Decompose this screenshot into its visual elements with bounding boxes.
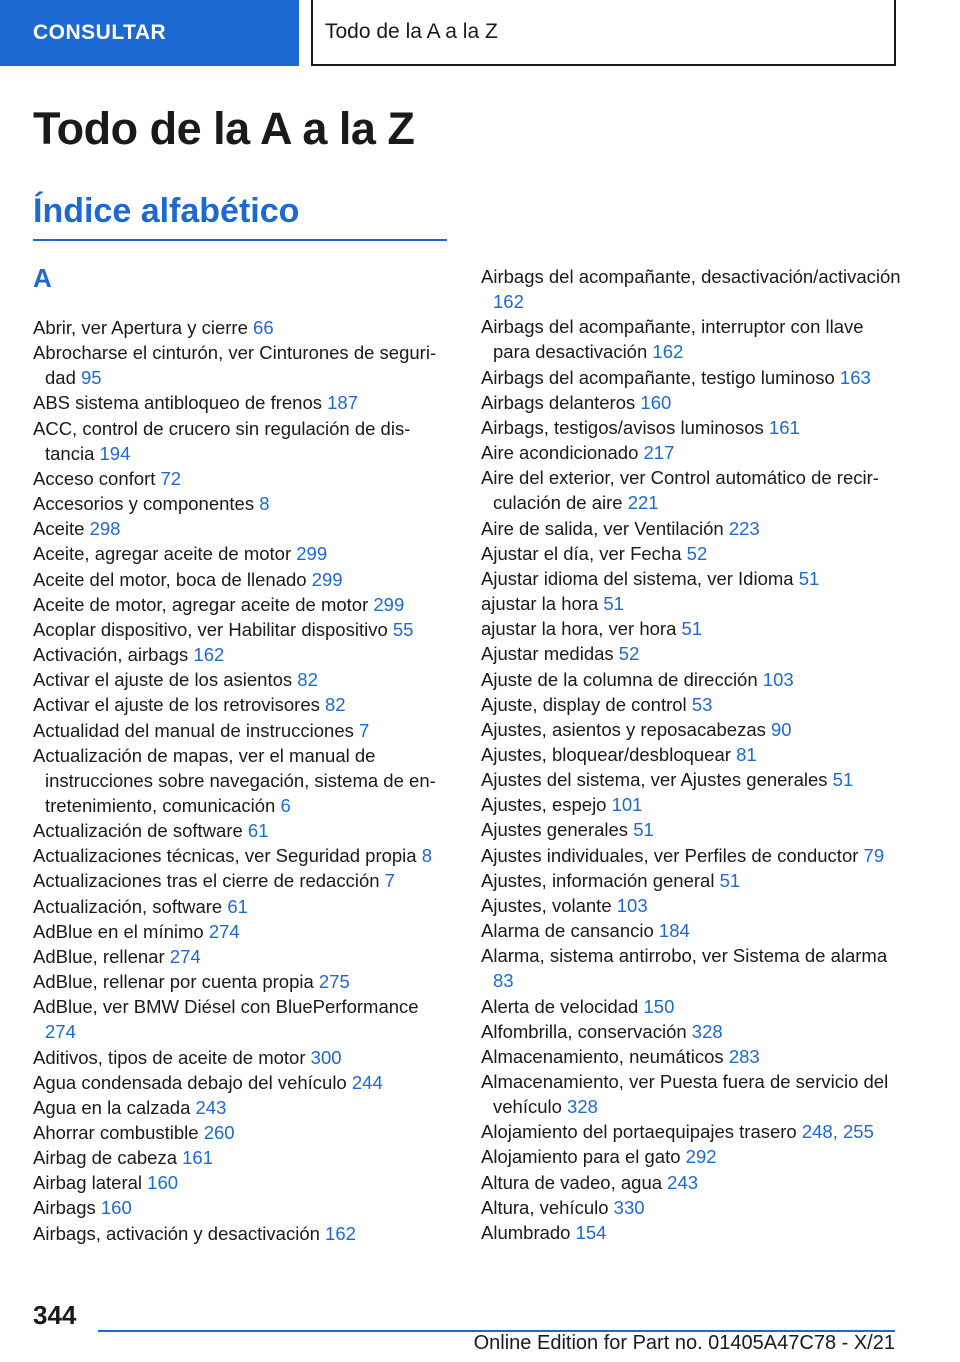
index-entry-page-link[interactable]: 51 (603, 593, 624, 615)
index-entry-text: Airbags, activación y desactivación (33, 1222, 326, 1244)
index-entry (481, 591, 901, 616)
index-entry-page-link[interactable]: 154 (575, 1221, 607, 1243)
index-entry-page-link[interactable]: 51 (681, 618, 703, 640)
index-entry-text: Altura, vehículo (481, 1196, 614, 1218)
index-entry (33, 818, 453, 843)
index-entry (33, 894, 453, 919)
index-entry (481, 1044, 901, 1069)
index-entry-page-link[interactable]: 274 (169, 945, 201, 967)
index-entry-page-link[interactable]: 160 (147, 1172, 179, 1194)
index-entry-text: Aire de salida, ver Ventilación (481, 517, 729, 539)
index-entry (33, 692, 453, 717)
index-entry (33, 944, 453, 969)
index-entry (481, 817, 901, 842)
index-entry-page-link[interactable]: 82 (297, 669, 318, 691)
index-entry (33, 315, 453, 340)
index-entry (33, 1120, 453, 1145)
index-entry-text: ACC, control de crucero sin regulación de distancia (33, 417, 411, 464)
index-entry-page-link[interactable]: 8 (421, 845, 433, 867)
index-entry-text: Acceso confort (33, 467, 161, 489)
index-entry (481, 767, 901, 792)
index-entry-page-link[interactable]: 260 (203, 1122, 235, 1143)
index-entry (481, 616, 901, 641)
index-entry-text: Acoplar dispositivo, ver Habilitar dispositivo (33, 618, 393, 640)
index-entry (481, 641, 901, 666)
index-entry-page-link[interactable]: 274 (45, 1021, 76, 1043)
index-entry-page-link[interactable]: 184 (658, 920, 690, 942)
index-entry-text: Ajustes individuales, ver Perfiles de conductor (481, 844, 864, 866)
index-entry-page-link[interactable]: 330 (613, 1196, 645, 1218)
index-entry-page-link[interactable]: 194 (99, 442, 131, 464)
index-entry (481, 1220, 901, 1245)
index-entry-page-link[interactable]: 66 (253, 317, 274, 338)
index-entry-page-link[interactable]: 299 (311, 568, 343, 590)
index-entry-page-link[interactable]: 162 (325, 1222, 356, 1244)
index-entry-page-link[interactable]: 103 (762, 668, 794, 690)
index-entry (33, 969, 453, 994)
index-entry (33, 1095, 453, 1120)
index-entry-page-link[interactable]: 95 (81, 367, 102, 389)
index-entry (33, 642, 453, 667)
index-entry-text: Aceite de motor, agregar aceite de motor (33, 593, 374, 615)
index-entry (481, 1170, 901, 1195)
index-entry (33, 718, 453, 743)
index-entry-page-link[interactable]: 7 (359, 719, 370, 741)
index-entry-page-link[interactable]: 244 (351, 1071, 383, 1093)
index-entry-text: Aire del exterior, ver Control automático de recirculación de aire (481, 467, 879, 514)
index-entry-text: Alumbrado (481, 1221, 576, 1243)
chapter-tab[interactable] (0, 0, 299, 66)
index-entry-page-link[interactable]: 103 (616, 894, 648, 916)
index-entry-page-link[interactable]: 243 (195, 1096, 227, 1118)
index-entry (481, 742, 901, 767)
index-entry-text: Alerta de velocidad (481, 995, 644, 1017)
index-entry-page-link[interactable]: 72 (160, 467, 182, 489)
index-entry-text: Altura de vadeo, agua (481, 1171, 668, 1193)
index-entry-text: Actualización de software (33, 820, 248, 842)
index-entry (33, 491, 453, 516)
index-entry-page-link[interactable]: 283 (728, 1045, 760, 1067)
index-entry-page-link[interactable]: 328 (567, 1096, 598, 1118)
index-entry (481, 692, 901, 717)
index-entry-text: Ahorrar combustible (33, 1122, 204, 1143)
index-entry (481, 415, 901, 440)
index-entry (481, 566, 901, 591)
index-entry (33, 919, 453, 944)
index-entry (33, 667, 453, 692)
index-entry-text: Ajustar idioma del sistema, ver Idioma (481, 567, 799, 589)
index-entry (33, 516, 453, 541)
index-entry-text: Airbag lateral (33, 1172, 148, 1194)
index-entry-page-link[interactable]: 243 (667, 1171, 699, 1193)
index-entry (481, 365, 901, 390)
index-entry (481, 264, 901, 314)
index-column-right (481, 264, 901, 1245)
index-entry-page-link[interactable]: 81 (736, 743, 757, 765)
index-entry-text: Activación, airbags (33, 644, 194, 666)
index-entry-page-link[interactable]: 160 (100, 1197, 132, 1219)
index-entry (481, 440, 901, 465)
index-entry (33, 1070, 453, 1095)
index-entry (481, 868, 901, 893)
index-entry-text: Ajuste, display de control (481, 693, 692, 715)
index-entry-text: Airbags, testigos/avisos luminosos (481, 416, 769, 438)
index-entry (481, 1195, 901, 1220)
index-entry-text: Ajustar el día, ver Fecha (481, 542, 687, 564)
index-entry (33, 617, 453, 642)
index-entry-text: Actualizaciones técnicas, ver Seguridad propia (33, 845, 422, 867)
index-entry (481, 465, 901, 515)
index-entry-text: Aceite (33, 518, 90, 540)
index-entry-page-link[interactable]: 61 (227, 895, 248, 917)
index-entry-text: Ajustes, información general (481, 869, 720, 891)
index-entry-text: Accesorios y componentes (33, 493, 260, 515)
index-entry (481, 1144, 901, 1169)
footer-edition-text: Online Edition for Part no. 01405A47C78 - X/21 (473, 1332, 895, 1354)
index-entry-page-link[interactable]: 79 (863, 844, 885, 866)
index-entry-page-link[interactable]: 221 (627, 492, 659, 514)
index-entry-page-link[interactable]: 275 (318, 971, 350, 993)
index-entry-text: Alarma, sistema antirrobo, ver Sistema de alarma (481, 945, 888, 967)
index-entry-text: Actualizaciones tras el cierre de redacción (33, 870, 385, 892)
index-entry-page-link[interactable]: 61 (247, 820, 269, 842)
index-entry (481, 1069, 901, 1119)
index-entry-page-link[interactable]: 150 (643, 995, 675, 1017)
index-entry-text: Ajustar medidas (481, 643, 619, 665)
index-entry-text: Aire acondicionado (481, 442, 644, 464)
index-entry-text: Almacenamiento, neumáticos (481, 1045, 729, 1067)
index-entry-page-link[interactable]: 300 (310, 1046, 342, 1068)
index-entry-text: Airbags del acompañante, desactivación/activación (481, 266, 901, 287)
index-entry-page-link[interactable]: 52 (686, 542, 708, 564)
index-entry (481, 541, 901, 566)
index-column-left (33, 315, 453, 1246)
index-entry (481, 1119, 901, 1144)
section-tab[interactable] (311, 0, 896, 66)
index-entry-page-link[interactable]: 53 (691, 693, 713, 715)
index-entry (33, 868, 453, 893)
index-entry (33, 843, 453, 868)
index-entry (481, 1019, 901, 1044)
index-entry (33, 1170, 453, 1195)
index-entry-page-link[interactable]: 6 (280, 794, 291, 816)
index-entry (481, 994, 901, 1019)
index-entry-text: Airbags del acompañante, testigo luminoso (481, 366, 840, 388)
section-title: Índice alfabético (33, 192, 300, 230)
index-entry (481, 943, 901, 993)
index-entry-page-link[interactable]: 274 (208, 920, 240, 942)
index-entry-page-link[interactable]: 7 (384, 870, 395, 892)
index-letter-heading: A (33, 263, 52, 293)
index-entry (481, 717, 901, 742)
index-entry-text: ajustar la hora (481, 593, 604, 615)
index-entry (481, 792, 901, 817)
index-entry-text: Aceite del motor, boca de llenado (33, 568, 312, 590)
index-entry-page-link[interactable]: 82 (325, 694, 346, 716)
index-entry (481, 843, 901, 868)
page-number: 344 (33, 1300, 77, 1330)
index-entry-page-link[interactable]: 162 (193, 644, 225, 666)
index-entry (481, 516, 901, 541)
index-entry-page-link[interactable]: 51 (798, 567, 820, 589)
index-entry-text: ajustar la hora, ver hora (481, 618, 682, 640)
index-entry-page-link[interactable]: 161 (182, 1147, 214, 1169)
index-entry-page-link[interactable]: 162 (652, 341, 684, 363)
index-entry-page-link[interactable]: 51 (719, 869, 741, 891)
index-entry-text: AdBlue en el mínimo (33, 920, 209, 942)
index-entry-text: Ajuste de la columna de dirección (481, 668, 763, 690)
index-entry-text: Airbag de cabeza (33, 1147, 183, 1169)
chapter-tab-label: CONSULTAR (33, 21, 167, 44)
index-entry-text: AdBlue, rellenar por cuenta propia (33, 971, 319, 993)
index-entry-text: Airbags del acompañante, interruptor con llave para desactivación (481, 316, 864, 363)
index-entry (33, 567, 453, 592)
index-entry-text: Activar el ajuste de los asientos (33, 669, 298, 691)
index-entry-text: Aditivos, tipos de aceite de motor (33, 1046, 311, 1068)
index-entry-text: Ajustes, bloquear/desbloquear (481, 743, 737, 765)
index-entry-page-link[interactable]: 8 (259, 493, 270, 515)
index-entry-text: Almacenamiento, ver Puesta fuera de servicio del vehículo (481, 1071, 889, 1118)
index-entry-text: Airbags delanteros (481, 391, 641, 413)
index-entry-text: Alarma de cansancio (481, 920, 659, 942)
index-entry (481, 893, 901, 918)
index-entry (33, 1195, 453, 1220)
index-entry-text: ABS sistema antibloqueo de frenos (33, 392, 328, 414)
index-entry (481, 314, 901, 364)
index-entry-page-link[interactable]: 51 (633, 819, 654, 841)
index-entry (33, 592, 453, 617)
index-entry-text: Agua condensada debajo del vehículo (33, 1071, 352, 1093)
index-entry-page-link[interactable]: 292 (685, 1146, 717, 1168)
index-entry-text: Airbags (33, 1197, 101, 1219)
index-entry-page-link[interactable]: 163 (839, 366, 871, 388)
index-entry (481, 667, 901, 692)
index-entry-text: Activar el ajuste de los retrovisores (33, 694, 326, 716)
index-entry (33, 541, 453, 566)
index-entry-text: Alfombrilla, conservación (481, 1020, 692, 1042)
page-title: Todo de la A a la Z (33, 103, 415, 154)
index-entry-text: Ajustes generales (481, 819, 634, 841)
index-entry-page-link[interactable]: 248, 255 (801, 1121, 874, 1143)
index-entry (481, 390, 901, 415)
index-entry-page-link[interactable]: 299 (373, 593, 405, 615)
index-entry-text: Alojamiento para el gato (481, 1146, 686, 1168)
index-entry-text: Ajustes, volante (481, 894, 617, 916)
index-entry (33, 390, 453, 415)
index-entry (33, 743, 453, 818)
index-entry-text: Actualización, software (33, 895, 228, 917)
index-entry-text: Abrocharse el cinturón, ver Cinturones de seguridad (33, 342, 437, 389)
index-entry-page-link[interactable]: 101 (611, 794, 643, 816)
index-entry-text: Actualización de mapas, ver el manual de instrucciones sobre navegación, sistema de entretenimiento, comunicación (33, 744, 436, 816)
index-entry-page-link[interactable]: 223 (728, 517, 760, 539)
index-entry-text: Actualidad del manual de instrucciones (33, 719, 359, 741)
index-entry-page-link[interactable]: 162 (493, 291, 524, 313)
index-entry-text: Abrir, ver Apertura y cierre (33, 317, 254, 338)
index-entry-text: Agua en la calzada (33, 1096, 196, 1118)
section-divider (33, 239, 447, 241)
index-entry-text: Ajustes, espejo (481, 794, 612, 816)
index-entry-page-link[interactable]: 298 (89, 518, 121, 540)
index-entry (33, 466, 453, 491)
index-entry-page-link[interactable]: 160 (640, 391, 672, 413)
index-entry-page-link[interactable]: 51 (832, 769, 854, 791)
index-entry-page-link[interactable]: 161 (768, 416, 800, 438)
section-tab-label: Todo de la A a la Z (325, 20, 498, 43)
index-entry-text: Ajustes, asientos y reposacabezas (481, 718, 771, 740)
index-entry-page-link[interactable]: 217 (643, 442, 675, 464)
index-entry-page-link[interactable]: 52 (618, 643, 640, 665)
index-entry-text: AdBlue, rellenar (33, 945, 170, 967)
index-entry (33, 340, 453, 390)
index-entry-text: Aceite, agregar aceite de motor (33, 543, 297, 565)
index-entry (33, 1221, 453, 1246)
index-entry-page-link[interactable]: 187 (327, 392, 358, 414)
index-entry-text: Ajustes del sistema, ver Ajustes generales (481, 769, 833, 791)
index-entry-page-link[interactable]: 299 (296, 543, 328, 565)
index-entry-page-link[interactable]: 328 (691, 1020, 723, 1042)
index-entry-page-link[interactable]: 55 (392, 618, 414, 640)
index-entry (33, 416, 453, 466)
index-entry-page-link[interactable]: 90 (771, 718, 792, 740)
index-entry (481, 918, 901, 943)
index-entry (33, 1045, 453, 1070)
index-entry (33, 1145, 453, 1170)
index-entry-text: Alojamiento del portaequipajes trasero (481, 1121, 802, 1143)
index-entry (33, 994, 453, 1044)
index-entry-text: AdBlue, ver BMW Diésel con BluePerformance (33, 996, 419, 1018)
index-entry-page-link[interactable]: 83 (493, 970, 514, 992)
